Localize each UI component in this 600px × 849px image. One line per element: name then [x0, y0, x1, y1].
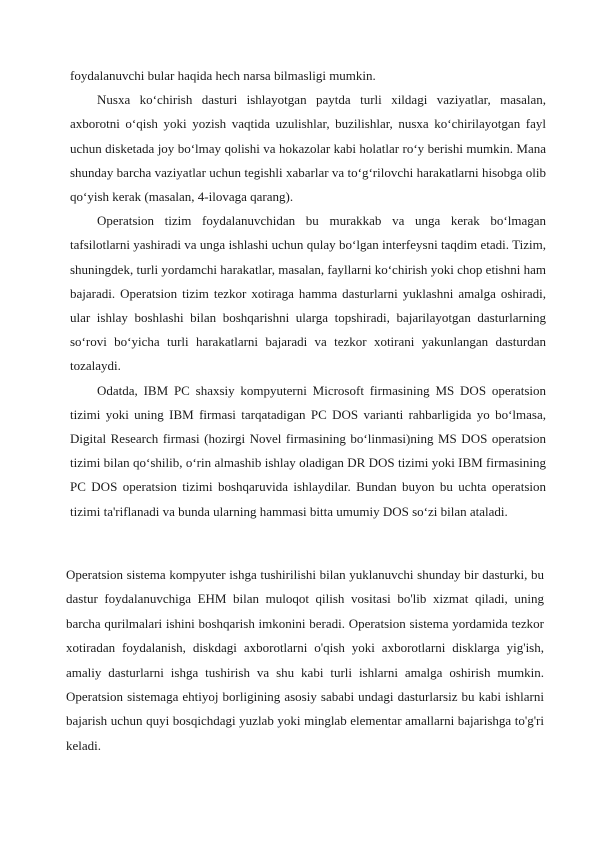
paragraph-dos-variants: Odatda, IBM PC shaxsiy kompyuterni Microsoft firmasining MS DOS operatsion tizimi yoki uning IBM firmasi tarqatadigan PC DOS varianti rahbarligida yo bo‘lmasa, Digital Research firmasi (hozirgi Novel firmasining bo‘linmasi)ning MS DOS operatsion tizimi bilan qo‘shilib, o‘rin almashib ishlay oladigan DR DOS tizimi yoki IBM firmasining PC DOS operatsion tizimi boshqaruvida ishlaydilar. Bundan buyon bu uchta operatsion tizimi ta'riflanadi va bunda ularning hammasi bitta umumiy DOS so‘zi bilan ataladi.	[70, 382, 546, 519]
upper-text-block	[70, 64, 546, 524]
lower-text-block	[66, 563, 544, 758]
paragraph-continuation: foydalanuvchi bular haqida hech narsa bilmasligi mumkin.	[70, 68, 376, 83]
paragraph-os-interface: Operatsion tizim foydalanuvchidan bu murakkab va unga kerak bo‘lmagan tafsilotlarni yashiradi va unga ishlashi uchun qulay bo‘lgan interfeysni taqdim etadi. Tizim, shuningdek, turli yordamchi harakatlar, masalan, fayllarni ko‘chirish yoki chop etishni ham bajaradi. Operatsion tizim tezkor xotiraga hamma dasturlarni yuklashni amalga oshiradi, ular ishlay boshlashi bilan boshqarishni ularga topshiradi, bajarilayotgan dasturlarning so‘rovi bo‘yicha turli harakatlarni bajaradi va tezkor xotirani yakunlangan dasturdan tozalaydi.	[70, 213, 546, 374]
paragraph-copy-situations: Nusxa ko‘chirish dasturi ishlayotgan paytda turli xildagi vaziyatlar, masalan, axborotni o‘qish yoki yozish vaqtida uzulishlar, buzilishlar, nusxa ko‘chirilayotgan fayl uchun disketada joy bo‘lmay qolishi va hokazolar kabi holatlar ro‘y berishi mumkin. Mana shunday barcha vaziyatlar uchun tegishli xabarlar va to‘g‘rilovchi harakatlarni hisobga olib qo‘yish kerak (masalan, 4-ilovaga qarang).	[70, 92, 546, 205]
paragraph-os-definition: Operatsion sistema kompyuter ishga tushirilishi bilan yuklanuvchi shunday bir dasturki, bu dastur foydalanuvchiga EHM bilan muloqot qilish vositasi bo'lib xizmat qiladi, uning barcha qurilmalari ishini boshqarish imkonini beradi. Operatsion sistema yordamida tezkor xotiradan foydalanish, diskdagi axborotlarni o'qish yoki axborotlarni disklarga yig'ish, amaliy dasturlarni ishga tushirish va shu kabi turli ishlarni amalga oshirish mumkin. Operatsion sistemaga ehtiyoj borligining asosiy sababi undagi dasturlarsiz bu kabi ishlarni bajarish uchun quyi bosqichdagi yuzlab yoki minglab elementar amallarni bajarishga to'g'ri keladi.	[66, 567, 544, 753]
